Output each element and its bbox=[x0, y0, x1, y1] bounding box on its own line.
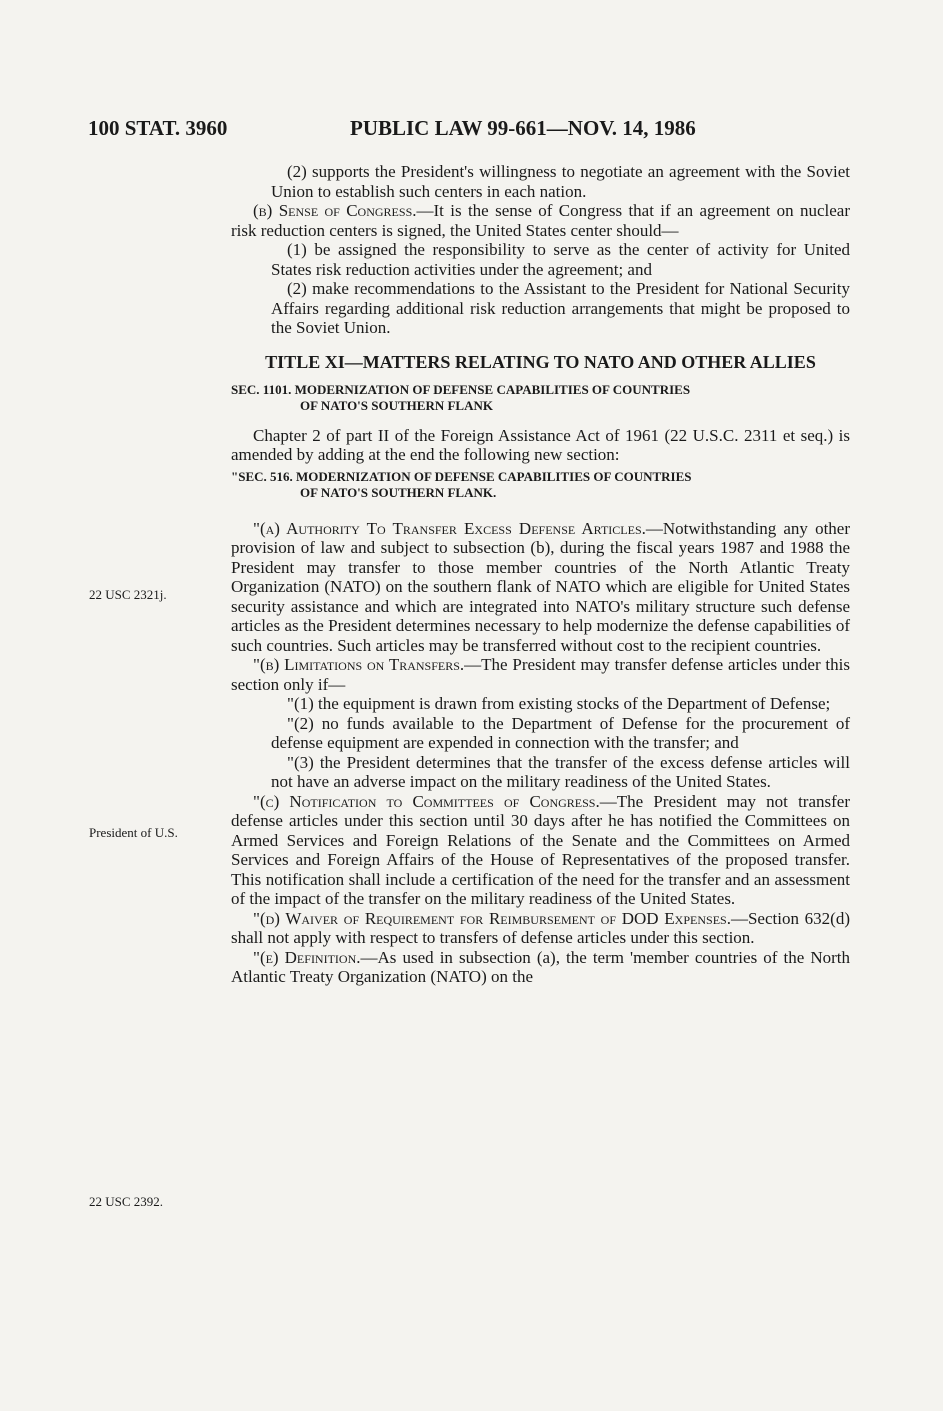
subsection-heading: "(a) Authority To Transfer Excess Defense Articles. bbox=[253, 518, 646, 538]
subsection-b-sense-of-congress bbox=[231, 201, 850, 240]
paragraph-b1: (1) be assigned the responsibility to serve as the center of activity for United States risk reduction activities under the agreement; and bbox=[271, 240, 850, 279]
section-heading-line: OF NATO'S SOUTHERN FLANK bbox=[300, 397, 493, 413]
margin-note-usc-2392: 22 USC 2392. bbox=[89, 1194, 164, 1209]
subsection-text: —Notwithstanding any other provision of law and subject to subsection (b), during the fiscal years 1987 and 1988 the President may transfer to those member countries of the North Atlantic Treaty Organization (NATO) on the southern flank of NATO which are eligible for United States security assistance and which are integrated into NATO's military structure such defense articles as the President determines necessary to help modernize the defense capabilities of such countries. Such articles may be transferred without cost to the recipient countries. bbox=[231, 518, 850, 655]
subsection-d-waiver bbox=[231, 909, 850, 948]
section-heading-line: OF NATO'S SOUTHERN FLANK. bbox=[300, 484, 497, 500]
subsection-text: —The President may transfer defense articles under this section only if— bbox=[231, 655, 850, 694]
subsection-a-authority bbox=[231, 519, 850, 656]
paragraph-limitation-1: "(1) the equipment is drawn from existing stocks of the Department of Defense; bbox=[287, 694, 831, 713]
subsection-heading: "(c) Notification to Committees of Congress. bbox=[253, 791, 600, 811]
subsection-heading: "(e) Definition. bbox=[253, 947, 361, 967]
paragraph-b2: (2) make recommendations to the Assistant to the President for National Security Affairs regarding additional risk reduction arrangements that might be proposed to the Soviet Union. bbox=[271, 279, 850, 337]
subsection-text: —Section 632(d) shall not apply with respect to transfers of defense articles under this section. bbox=[231, 908, 850, 947]
subsection-b-limitations bbox=[231, 655, 850, 694]
paragraph-limitation-2: "(2) no funds available to the Department of Defense for the procurement of defense equipment are expended in connection with the transfer; and bbox=[271, 713, 850, 752]
margin-note-president: President of U.S. bbox=[89, 825, 178, 840]
section-516-heading bbox=[231, 469, 850, 501]
section-heading-line: "SEC. 516. MODERNIZATION OF DEFENSE CAPABILITIES OF COUNTRIES bbox=[231, 468, 692, 484]
subsection-heading: "(d) Waiver of Requirement for Reimbursement of DOD Expenses. bbox=[253, 908, 731, 928]
subsection-text: —It is the sense of Congress that if an agreement on nuclear risk reduction centers is signed, the United States center should— bbox=[231, 201, 851, 240]
section-heading-line: SEC. 1101. MODERNIZATION OF DEFENSE CAPABILITIES OF COUNTRIES bbox=[231, 381, 691, 397]
subsection-heading: (b) Sense of Congress. bbox=[253, 201, 417, 220]
subsection-text: —As used in subsection (a), the term 'member countries of the North Atlantic Treaty Organization (NATO) on the bbox=[231, 947, 850, 986]
title-xi-heading: TITLE XI—MATTERS RELATING TO NATO AND OTHER ALLIES bbox=[265, 351, 816, 372]
page-title: PUBLIC LAW 99-661—NOV. 14, 1986 bbox=[350, 116, 696, 140]
paragraph-limitation-3: "(3) the President determines that the transfer of the excess defense articles will not have an adverse impact on the military readiness of the United States. bbox=[271, 752, 850, 791]
subsection-text: —The President may not transfer defense articles under this section until 30 days after he has notified the Committees on Armed Services and Foreign Relations of the Senate and the Committees on Armed Services and Foreign Affairs of the House of Representatives of the proposed transfer. This notification shall include a certification of the need for the transfer and an assessment of the impact of the transfer on the military readiness of the United States. bbox=[231, 791, 850, 908]
paragraph-2-supports: (2) supports the President's willingness to negotiate an agreement with the Soviet Union to establish such centers in each nation. bbox=[271, 162, 850, 201]
document-body bbox=[231, 162, 850, 987]
subsection-e-definition bbox=[231, 948, 850, 987]
subsection-heading: "(b) Limitations on Transfers. bbox=[253, 655, 465, 674]
subsection-c-notification bbox=[231, 792, 850, 909]
statute-page-reference: 100 STAT. 3960 bbox=[88, 116, 228, 140]
chapter-amendment-text: Chapter 2 of part II of the Foreign Assistance Act of 1961 (22 U.S.C. 2311 et seq.) is amended by adding at the end the following new section: bbox=[231, 425, 850, 464]
margin-note-usc-2321j: 22 USC 2321j. bbox=[89, 587, 167, 602]
section-1101-heading bbox=[231, 382, 850, 414]
